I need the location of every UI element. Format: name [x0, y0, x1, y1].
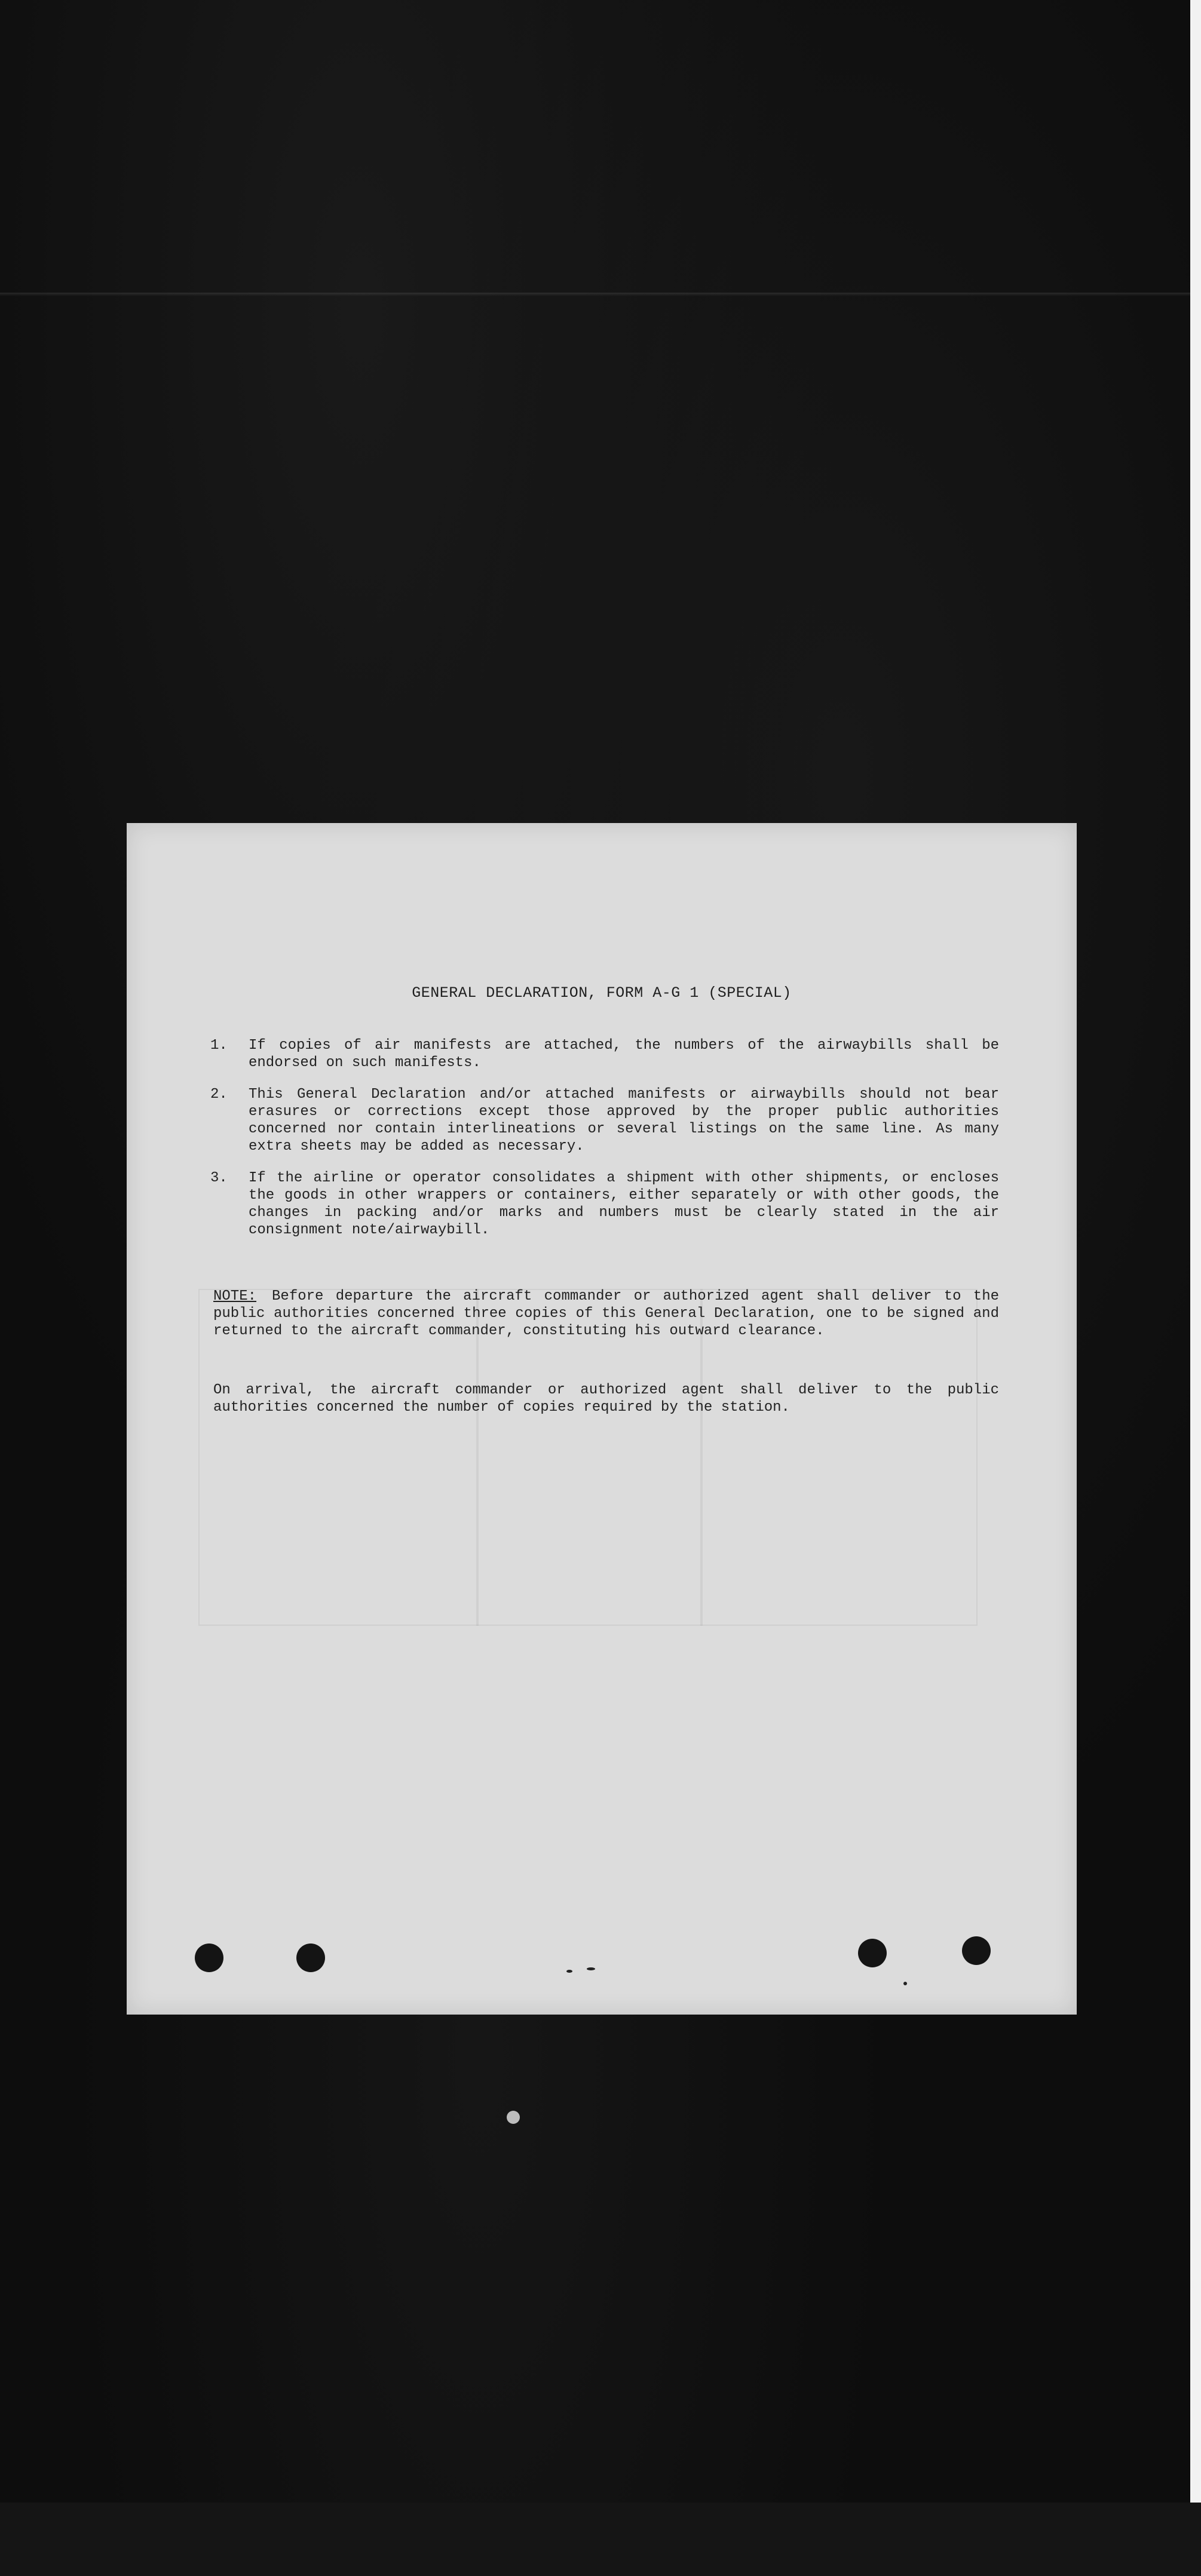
document-page [127, 823, 1077, 2015]
arrival-paragraph: On arrival, the aircraft commander or authorized agent shall deliver to the public authorities concerned the number of copies required by the station. [213, 1382, 999, 1416]
punch-hole [195, 1943, 223, 1972]
punch-hole [962, 1936, 991, 1965]
item-number: 1. [210, 1037, 228, 1054]
film-frame-seam [0, 293, 1201, 296]
note-label: NOTE: [213, 1288, 257, 1304]
document-title: GENERAL DECLARATION, FORM A-G 1 (SPECIAL) [412, 984, 792, 1002]
dust-speck [587, 1967, 595, 1970]
item-number: 2. [210, 1086, 228, 1103]
film-bottom-strip [0, 2503, 1201, 2576]
list-item [210, 1169, 999, 1239]
instruction-list [210, 1037, 999, 1253]
note-text: Before departure the aircraft commander or authorized agent shall deliver to the public authorities concerned three copies of this General Declaration, one to be signed and returned to the aircraft commander, constituting his outward clearance. [213, 1288, 999, 1339]
dust-speck [566, 1970, 572, 1973]
item-text: If copies of air manifests are attached, the numbers of the airwaybills shall be endorsed on such manifests. [249, 1037, 999, 1071]
list-item [210, 1086, 999, 1155]
item-number: 3. [210, 1170, 228, 1186]
item-text: If the airline or operator consolidates a shipment with other shipments, or encloses the goods in other wrappers or containers, either separately or with other goods, the changes in packing and/or marks and numbers must be clearly stated in the air consignment note/airwaybill. [249, 1170, 999, 1238]
item-text: This General Declaration and/or attached manifests or airwaybills should not bear erasures or corrections except those approved by the proper public authorities concerned nor contain interlineations or several listings on the same line. As many extra sheets may be added as necessary. [249, 1086, 999, 1155]
dust-speck [903, 1982, 907, 1985]
dust-speck [507, 2111, 520, 2124]
note-paragraph [213, 1288, 999, 1340]
list-item [210, 1037, 999, 1071]
punch-hole [296, 1943, 325, 1972]
punch-hole [858, 1939, 887, 1967]
film-edge [1190, 0, 1201, 2576]
